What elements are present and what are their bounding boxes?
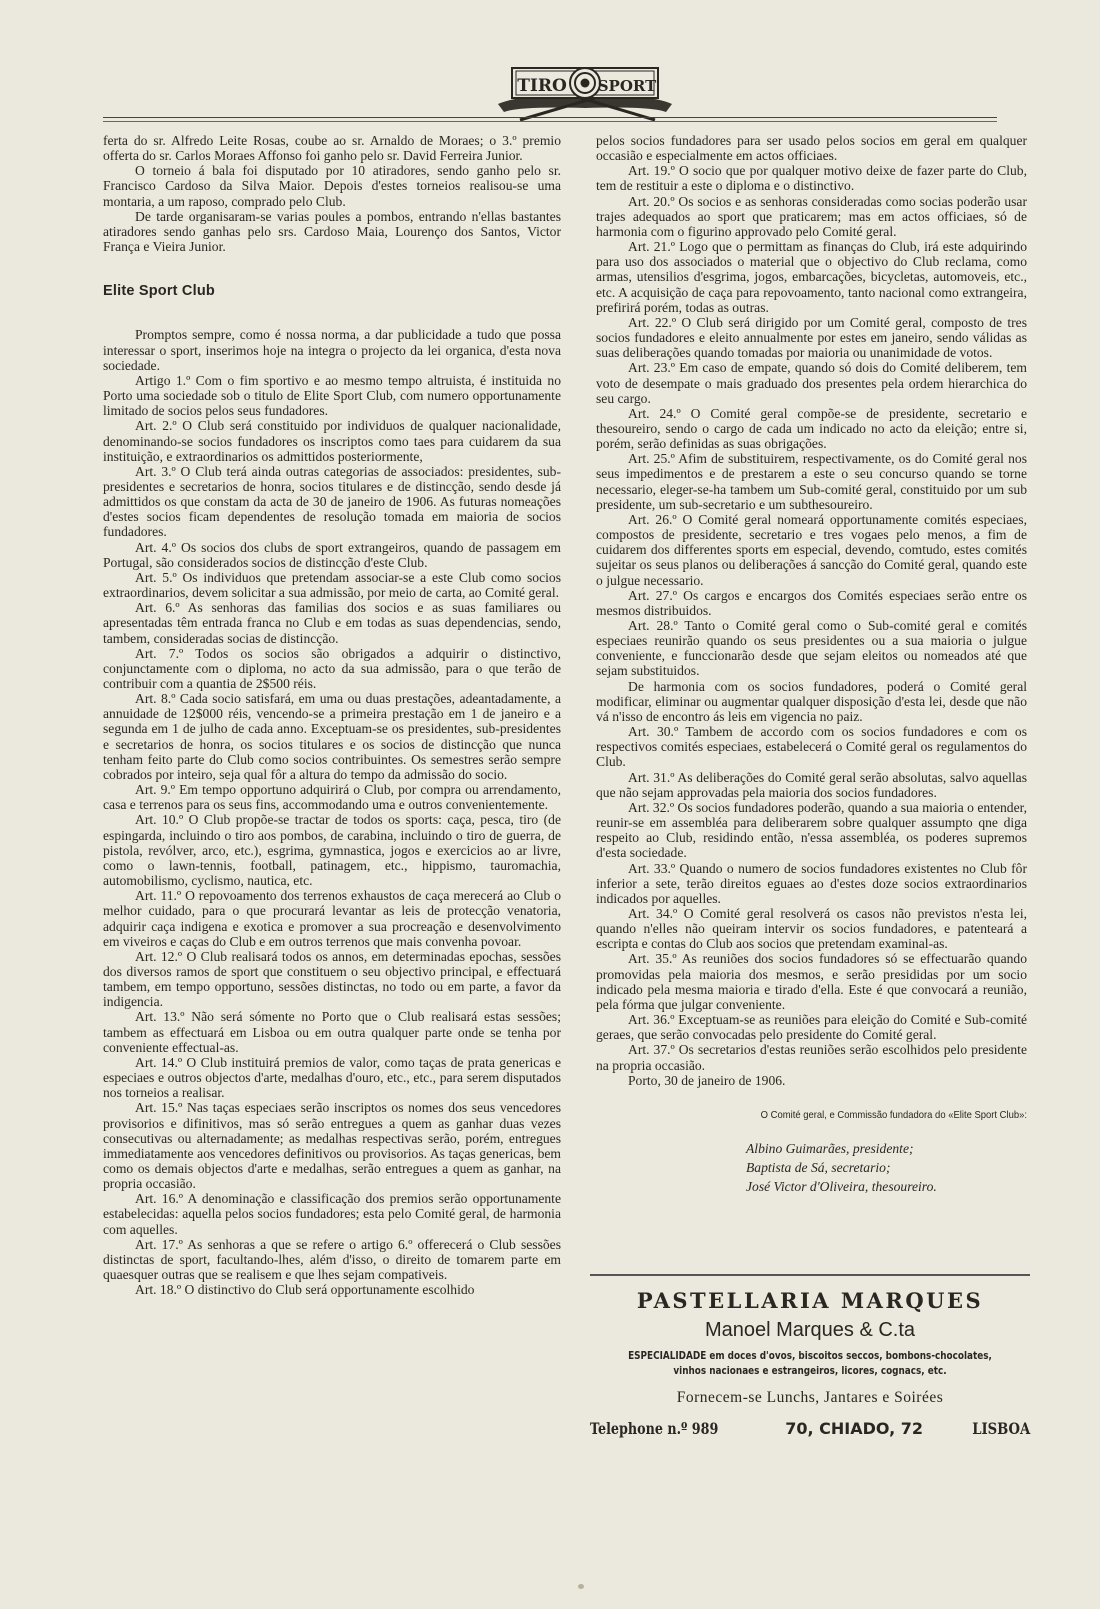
signature-date: Porto, 30 de janeiro de 1906. [628, 1072, 786, 1088]
signatory [746, 1158, 1027, 1177]
ad-owner: Manoel Marques & C.ta [704, 1319, 916, 1341]
paragraph: De tarde organisaram-se varias poules a pombos, entrando n'ellas bastantes atiradores sendo ganhas pelo srs. Cardoso Maia, Lourenço dos Santos, Victor França e Vieira Junior. [103, 208, 561, 255]
article: Art. 33.º Quando o numero de socios fundadores existentes no Club fôr inferior a sete, terão direitos eguaes ao d'estes doze socios extraordinarios indicados por aquelles. [596, 860, 1027, 906]
ad-specialty [621, 1349, 999, 1379]
right-column [596, 133, 1027, 1196]
article: Artigo 1.º Com o fim sportivo e ao mesmo tempo altruista, é instituida no Porto uma sociedade sob o titulo de Elite Sport Club, com numero opportunamente limitado de socios pelos seus fundadores. [103, 372, 561, 419]
article: Art. 19.º O socio que por qualquer motivo deixe de fazer parte do Club, tem de restituir a este o diploma e o distinctivo. [596, 163, 1027, 194]
header-rule [103, 117, 997, 118]
article: Art. 31.º As deliberações do Comité geral serão absolutas, salvo aquellas que não sejam approvadas pela maioria dos socios fundadores. [596, 769, 1027, 800]
article: Art. 9.º Em tempo opportuno adquirirá o Club, por compra ou arrendamento, casa e terrenos para os seus fins, accommodando uma e outros convenientemente. [103, 782, 561, 813]
left-column [103, 133, 561, 1297]
paragraph: ferta do sr. Alfredo Leite Rosas, coube ao sr. Arnaldo de Moraes; o 3.º premio offerta do sr. Carlos Moraes Affonso foi ganho pelo sr. David Ferreira Junior. [103, 133, 561, 164]
header-rule-thin [103, 121, 997, 122]
ad-telephone: Telephone n.º 989 [590, 1419, 719, 1438]
ad-specialty-line: ESPECIALIDADE em doces d'ovos, biscoitos seccos, bombons-chocolates, [628, 1350, 992, 1362]
paragraph: pelos socios fundadores para ser usado pelos socios em geral em qualquer occasião e especialmente em actos officiaes. [596, 133, 1027, 164]
article: Art. 3.º O Club terá ainda outras categorias de associados: presidentes, sub-presidentes e secretarios de honra, socios titulares e de distincção, sendo desde já admittidos os que constam da acta de 30 de janeiro de 1906. As futuras nomeações d'estes socios ficam dependentes de resolução tomada em maioria de socios fundadores. [103, 463, 561, 540]
article: Art. 8.º Cada socio satisfará, em uma ou duas prestações, adeantadamente, a annuidade de 12$000 réis, vencendo-se a primeira prestação em 1 de janeiro e a segunda em 1 de julho de cada anno. Exceptuam-se os presidentes, sub-presidentes e secretarios de honra, os socios titulares e os socios de distincção que nunca tenham feito parte do Club como socios contribuintes. Os semestres serão sempre cobrados por inteiro, seja qual fôr a altura do tempo da admissão do socio. [103, 691, 561, 782]
article: Art. 28.º Tanto o Comité geral como o Sub-comité geral e comités especiaes reunirão quando os seus presidentes ou a sua maioria o julgue conveniente, e funccionarão desde que sejam eleitos ou nomeados até que sejam substituidos. [596, 618, 1027, 679]
intro-paragraph: Promptos sempre, como é nossa norma, a dar publicidade a tudo que possa interessar o sport, inserimos hoje na integra o projecto da lei organica, d'esta nova sociedade. [103, 327, 561, 373]
article: De harmonia com os socios fundadores, poderá o Comité geral modificar, eliminar ou augmentar qualquer disposição d'esta lei, desde que não vá n'isso de encontro ás leis em vigencia no paiz. [596, 678, 1027, 724]
article: Art. 5.º Os individuos que pretendam associar-se a este Club como socios extraordinarios, devem solicitar a sua admissão, por meio de carta, ao Comité geral. [103, 569, 561, 601]
paper-spot [578, 1584, 584, 1589]
article: Art. 24.º O Comité geral compõe-se de presidente, secretario e thesoureiro, sendo o cargo de cada um indicado no acto da eleição; entre si, porém, serão definidas as suas obrigações. [596, 405, 1027, 452]
ad-provides: Fornecem-se Lunchs, Jantares e Soirées [676, 1389, 944, 1406]
article: Art. 35.º As reuniões dos socios fundadores só se effectuarão quando promovidas pela maioria dos mesmos, e serão presididas por um socio indicado pela mesma maioria e tirado d'ella. Este é que convocará a reunião, pela fórma que julgar conveniente. [596, 951, 1027, 1012]
article: Art. 15.º Nas taças especiaes serão inscriptos os nomes dos seus vencedores provisorios e difinitivos, mas só serão entregues a quem as ganhar duas vezes consecutivas ou alternadamente; as medalhas respectivas serão, porém, entregues immediatamente aos vencedores definitivos ou provisorios. As taças genericas, bem como os demais objectos d'arte e medalhas, serão entregues a quem as ganhar, na propria occasião. [103, 1100, 561, 1192]
article: Art. 37.º Os secretarios d'estas reuniões serão escolhidos pelo presidente na propria occasião. [596, 1042, 1027, 1073]
article: Art. 14.º O Club instituirá premios de valor, como taças de prata genericas e especiaes e outros objectos d'arte, medalhas d'ouro, etc., etc., para serem disputados nos torneios a realisar. [103, 1054, 561, 1101]
ad-address: 70, CHIADO, 72 [785, 1419, 924, 1438]
svg-text:TIRO: TIRO [517, 76, 567, 96]
ad-specialty-line: vinhos nacionaes e estrangeiros, licores, cognacs, etc. [673, 1365, 947, 1377]
article: Art. 17.º As senhoras a que se refere o artigo 6.º offerecerá o Club sessões distinctas de sport, facultando-lhes, além d'isso, o direito de tomarem parte em quaesquer outras que se realisem e que lhes sejam compativeis. [103, 1236, 561, 1283]
paragraph: O torneio á bala foi disputado por 10 atiradores, sendo ganho pelo sr. Francisco Cardoso da Silva Maior. Depois d'estes torneios realisou-se uma montaria, a um raposo, comprado pelo Club. [103, 163, 561, 209]
section-title: Elite Sport Club [103, 283, 215, 300]
ad-contact-row [590, 1419, 1030, 1438]
svg-text:SPORT: SPORT [597, 77, 657, 95]
ad-title: PASTELLARIA MARQUES [636, 1288, 984, 1313]
article: Art. 11.º O repovoamento dos terrenos exhaustos de caça merecerá ao Club o melhor cuidado, para o que procurará levantar as leis de protecção venatoria, adquirir caça indigena e exotica e promover a sua procreação e desenvolvimento em viveiros e caças do Club e em outros terrenos que mais convenha povoar. [103, 888, 561, 949]
article: Art. 34.º O Comité geral resolverá os casos não previstos n'esta lei, quando n'elles não queiram intervir os socios fundadores, e patenteará a escripta e contas do Club aos socios que pretendam examinal-as. [596, 905, 1027, 952]
advertisement [590, 1274, 1030, 1438]
ad-city: LISBOA [971, 1419, 1030, 1438]
article: Art. 2.º O Club será constituido por individuos de qualquer nacionalidade, denominando-se socios fundadores os inscriptos como taes para cuidarem da sua instituição, e extraordinarios os admittidos posteriormente, [103, 418, 561, 464]
article: Art. 16.º A denominação e classificação dos premios serão opportunamente estabelecidas: aquella pelos socios fundadores; esta pelo Comité geral, de harmonia com aquelles. [103, 1191, 561, 1237]
article: Art. 23.º Em caso de empate, quando só dois do Comité deliberem, tem voto de desempate o mais graduado dos presentes pela ordem hierarchica do seu cargo. [596, 360, 1027, 406]
article: Art. 25.º Afim de substituirem, respectivamente, os do Comité geral nos seus impedimentos e de prestarem a este o seu concurso quando se torne necessario, eleger-se-ha tambem um Sub-comité geral, constituido por um sub presidente, um sub-secretario e um subthesoureiro. [596, 451, 1027, 512]
article: Art. 13.º Não será sómente no Porto que o Club realisará estas sessões; tambem as effectuará em Lisboa ou em outra qualquer parte onde se tenha por conveniente effectual-as. [103, 1009, 561, 1055]
article: Art. 6.º As senhoras das familias dos socios e as suas familiares ou apresentadas têm entrada franca no Club e em todas as suas dependencias, sendo, tambem, consideradas socias de distincção. [103, 600, 561, 646]
signatory-line: Albino Guimarães, presidente; [746, 1141, 914, 1156]
article: Art. 12.º O Club realisará todos os annos, em determinadas epochas, sessões dos diversos ramos de sport que constituem o seu objectivo principal, e effectuará tambem, em tempo opportuno, sessões distinctas, no todo ou em parte, a favor da indigencia. [103, 948, 561, 1010]
article: Art. 7.º Todos os socios são obrigados a adquirir o distinctivo, conjunctamente com o diploma, no acto da sua admissão, para o que terão de contribuir com a quantia de 2$500 réis. [103, 645, 561, 691]
article: Art. 18.º O distinctivo do Club será opportunamente escolhido [135, 1282, 475, 1298]
article: Art. 26.º O Comité geral nomeará opportunamente comités especiaes, compostos de presidente, secretario e tres vogaes pelo menos, a fim de cuidarem dos differentes sports em especial, devendo, comtudo, estes comités sujeitar os seus planos ou deliberações á sancção do Comité geral, quando este o julgue necessario. [596, 511, 1027, 588]
article: Art. 32.º Os socios fundadores poderão, quando a sua maioria o entender, reunir-se em assembléa para deliberarem sobre qualquer assumpto qne diga respeito ao Club, residindo então, n'essa assembléa, os poderes supremos d'esta sociedade. [596, 799, 1027, 861]
article: Art. 21.º Logo que o permittam as finanças do Club, irá este adquirindo para uso dos associados o material que o objectivo do Club reclama, como armas, utensilios d'esgrima, jogos, embarcações, bicycletas, automoveis, etc., etc. A acquisição de caça para repovoamento, tanto nacional como extrangeira, prefirirá porém, todas as outras. [596, 239, 1027, 315]
signatory [746, 1177, 1027, 1196]
commission-line: O Comité geral, e Commissão fundadora do «Elite Sport Club»: [760, 1108, 1027, 1121]
article: Art. 10.º O Club propõe-se tractar de todos os sports: caça, pesca, tiro (de espingarda, incluindo o tiro aos pombos, de carabina, incluindo o tiro de guerra, de pistola, revólver, arco, etc.), esgrima, gymnastica, jogos e exercicios ao ar livre, como o lawn-tennis, football, patinagem, etc., hippismo, tauromachia, automobilismo, cyclismo, nautica, etc. [103, 812, 561, 889]
article: Art. 36.º Exceptuam-se as reuniões para eleição do Comité e Sub-comité geraes, que serão convocadas pelo presidente do Comité geral. [596, 1012, 1027, 1043]
signatory-line: Baptista de Sá, secretario; [746, 1160, 891, 1175]
article: Art. 27.º Os cargos e encargos dos Comités especiaes serão entre os mesmos distribuidos. [596, 587, 1027, 618]
signatory [746, 1139, 1027, 1158]
article: Art. 4.º Os socios dos clubs de sport extrangeiros, quando de passagem em Portugal, são considerados socios de distincção d'este Club. [103, 539, 561, 570]
article: Art. 30.º Tambem de accordo com os socios fundadores e com os respectivos comités especiaes, estabelecerá o Comité geral os regulamentos do Club. [596, 724, 1027, 770]
article: Art. 20.º Os socios e as senhoras consideradas como socias poderão usar trajes adequados ao sport que praticarem; mas em actos officiaes, só de harmonia com o figurino approvado pelo Comité geral. [596, 193, 1027, 239]
article: Art. 22.º O Club será dirigido por um Comité geral, composto de tres socios fundadores e eleito annualmente por estes em janeiro, sendo válidas as suas deliberações quando tomadas por maioria ou unanimidade de votos. [596, 314, 1027, 361]
signatory-line: José Victor d'Oliveira, thesoureiro. [746, 1179, 937, 1194]
